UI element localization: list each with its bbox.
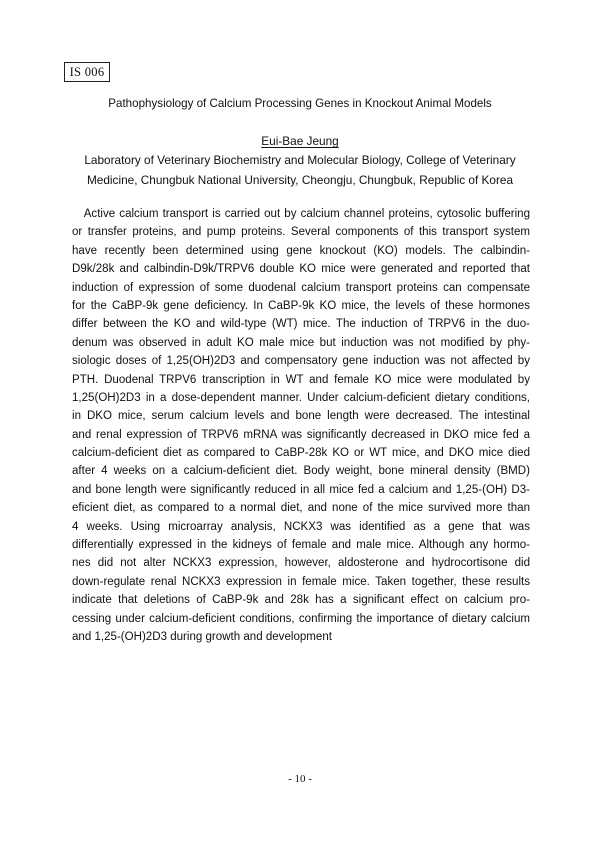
abstract-line: calcium-deficient diet as compared to CaBP-28k KO or WT mice, and DKO mice died — [72, 447, 530, 460]
abstract-line: PTH. Duodenal TRPV6 transcription in WT and female KO mice were modulated by — [72, 373, 530, 386]
abstract-line: and renal expression of TRPV6 mRNA was significantly decreased in DKO mice fed a — [72, 428, 530, 441]
author-name: Eui-Bae Jeung — [261, 134, 339, 148]
affiliation-line: Medicine, Chungbuk National University, Cheongju, Chungbuk, Republic of Korea — [86, 172, 514, 187]
abstract-line: Active calcium transport is carried out by calcium channel proteins, cytosolic buffering — [72, 208, 530, 220]
page-number: - 10 - — [288, 773, 312, 785]
abstract-line: or transfer proteins, and pump proteins. Several components of this transport system — [72, 226, 530, 239]
abstract-line: induction of expression of some duodenal calcium transport proteins can compensate — [72, 281, 530, 294]
abstract-line: denum was observed in adult KO male mice but induction was not modified by phy- — [72, 336, 530, 349]
author-line — [0, 134, 600, 148]
abstract-line: D9k/28k and calbindin-D9k/TRPV6 double KO mice were generated and reported that — [72, 263, 530, 276]
abstract-line: cessing under calcium-deficient conditions, confirming the importance of dietary calcium — [72, 612, 530, 625]
paper-title: Pathophysiology of Calcium Processing Genes in Knockout Animal Models — [108, 97, 492, 110]
abstract-line: in DKO mice, serum calcium levels and bone length were decreased. The intestinal — [72, 410, 530, 423]
abstract-line: have recently been determined using gene knockout (KO) models. The calbindin- — [72, 244, 530, 257]
abstract-line: indicate that deletions of CaBP-9k and 28k has a significant effect on calcium pro- — [72, 594, 530, 607]
abstract-line: differ between the KO and wild-type (WT) mice. The induction of TRPV6 in the duo- — [72, 318, 530, 331]
abstract-line: 4 weeks. Using microarray analysis, NCKX3 was identified as a gene that was — [72, 520, 530, 533]
abstract-line: differentially expressed in the kidneys of female and male mice. Although any hormo- — [72, 539, 530, 552]
abstract-line: and 1,25-(OH)2D3 during growth and development — [72, 630, 332, 643]
affiliation — [60, 151, 540, 190]
abstract-line: nes did not alter NCKX3 expression, however, aldosterone and hydrocortisone did — [72, 557, 530, 570]
abstract-line: and bone length were significantly reduced in all mice fed a calcium and 1,25-(OH) D3- — [72, 483, 530, 496]
affiliation-line: Laboratory of Veterinary Biochemistry and Molecular Biology, College of Veterinary — [84, 153, 516, 167]
abstract-line: down-regulate renal NCKX3 expression in female mice. Taken together, these results — [72, 575, 530, 588]
abstract-line: 1,25(OH)2D3 in a dose-dependent manner. Under calcium-deficient dietary conditions, — [72, 391, 530, 404]
session-id-box: IS 006 — [64, 62, 110, 82]
abstract-body — [72, 205, 530, 646]
abstract-line: eficient diet, as compared to a normal diet, and none of the mice survived more than — [72, 502, 530, 515]
abstract-line: siologic doses of 1,25(OH)2D3 and compensatory gene induction was not affected by — [72, 355, 530, 368]
abstract-line: after 4 weeks on a calcium-deficient diet. Body weight, bone mineral density (BMD) — [72, 465, 530, 478]
abstract-line: for the CaBP-9k gene deficiency. In CaBP-9k KO mice, the levels of these hormones — [72, 299, 530, 312]
